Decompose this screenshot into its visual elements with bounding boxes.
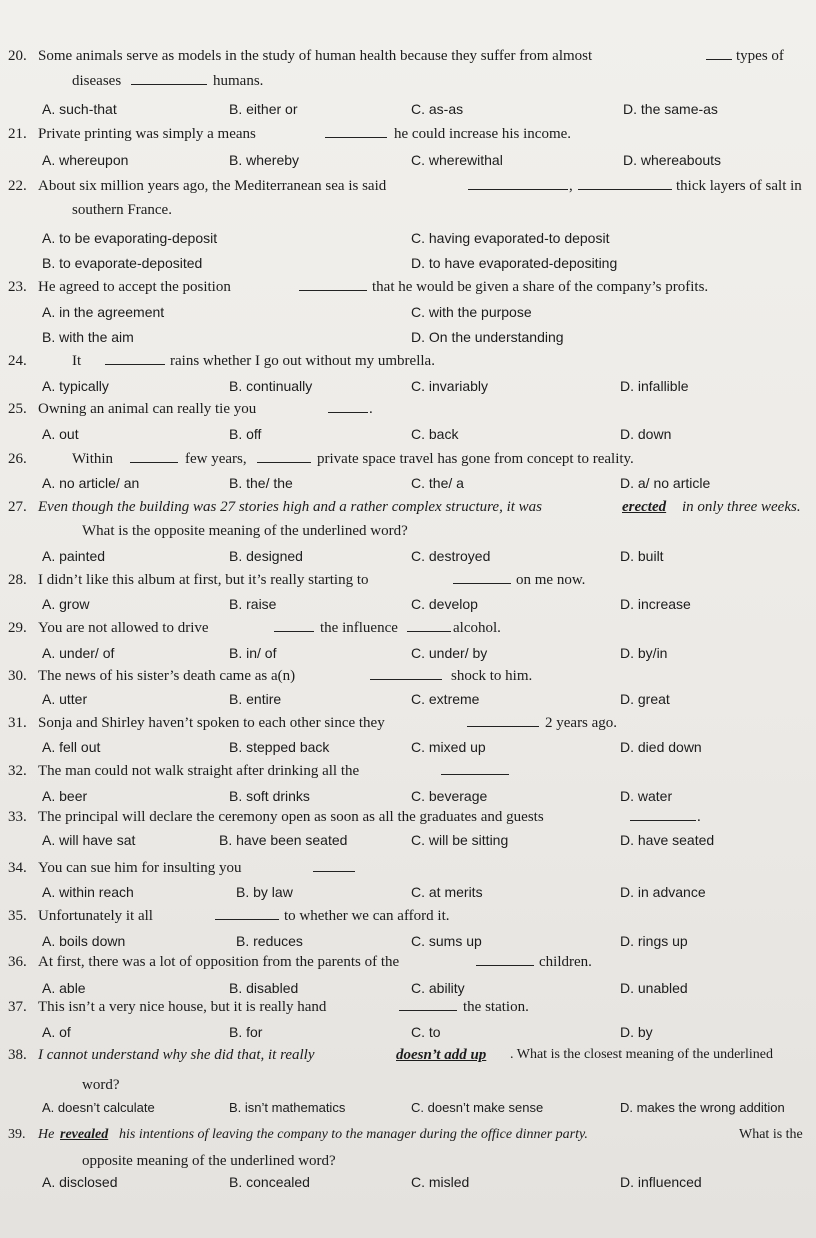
option-a[interactable]: A. able [42,980,86,996]
option-b[interactable]: B. soft drinks [229,788,310,804]
question-number: 25. [8,401,27,417]
option-a[interactable]: A. fell out [42,739,101,755]
option-b[interactable]: B. disabled [229,980,299,996]
option-d[interactable]: D. makes the wrong addition [620,1100,785,1115]
question-number: 21. [8,126,27,142]
option-a[interactable]: A. under/ of [42,645,115,661]
answer-blank[interactable] [453,569,511,584]
question-number: 26. [8,451,27,467]
option-c[interactable]: C. at merits [411,884,483,900]
option-b[interactable]: B. for [229,1024,263,1040]
options-29 [0,642,816,664]
option-b[interactable]: B. reduces [236,933,303,949]
question-28: 28. I didn’t like this album at first, but it’s really starting to on me now. [0,569,816,591]
option-b[interactable]: B. isn’t mathematics [229,1100,346,1115]
option-a[interactable]: A. such-that [42,101,117,117]
question-number: 38. [8,1047,27,1063]
underlined-phrase: doesn’t add up [396,1047,487,1063]
option-c[interactable]: C. back [411,426,459,442]
option-b[interactable]: B. in/ of [229,645,277,661]
answer-blank[interactable] [130,448,178,463]
option-d[interactable]: D. to have evaporated-depositing [411,255,618,271]
option-a[interactable]: A. typically [42,378,109,394]
question-25: 25. Owning an animal can really tie you . [0,398,816,420]
answer-blank[interactable] [328,398,368,413]
question-36: 36. At first, there was a lot of opposition from the parents of the children. [0,951,816,973]
option-d[interactable]: D. built [620,548,664,564]
options-23-row1 [0,301,816,323]
option-b[interactable]: B. have been seated [219,832,348,848]
answer-blank[interactable] [257,448,311,463]
options-22-row1 [0,227,816,249]
question-34: 34. You can sue him for insulting you [0,857,816,879]
question-number: 23. [8,279,27,295]
question-35: 35. Unfortunately it all to whether we can afford it. [0,905,816,927]
option-b[interactable]: B. the/ the [229,475,293,491]
option-a[interactable]: A. utter [42,691,88,707]
question-number: 36. [8,954,27,970]
option-a[interactable]: A. painted [42,548,106,564]
option-c[interactable]: C. doesn’t make sense [411,1100,544,1115]
option-c[interactable]: C. ability [411,980,465,996]
question-22: 22. About six million years ago, the Mediterranean sea is said , thick layers of salt in [0,175,816,197]
options-35 [0,930,816,952]
option-b[interactable]: B. to evaporate-deposited [42,255,203,271]
option-d[interactable]: D. infallible [620,378,689,394]
option-b[interactable]: B. raise [229,596,277,612]
option-a[interactable]: A. disclosed [42,1174,118,1190]
option-b[interactable]: B. either or [229,101,298,117]
answer-blank[interactable] [370,665,442,680]
option-d[interactable]: D. unabled [620,980,688,996]
option-d[interactable]: D. by [620,1024,653,1040]
option-c[interactable]: C. mixed up [411,739,486,755]
option-d[interactable]: D. influenced [620,1174,702,1190]
question-number: 30. [8,668,27,684]
question-number: 24. [8,353,27,369]
answer-blank[interactable] [407,617,451,632]
question-number: 20. [8,48,27,64]
question-number: 35. [8,908,27,924]
question-26: 26. Within few years, private space travel has gone from concept to reality. [0,448,816,470]
answer-blank[interactable] [706,45,732,60]
question-23: 23. He agreed to accept the position that he would be given a share of the company’s profits. [0,276,816,298]
option-a[interactable]: A. whereupon [42,152,129,168]
option-d[interactable]: D. down [620,426,672,442]
options-27 [0,545,816,567]
question-24: 24. It rains whether I go out without my umbrella. [0,350,816,372]
options-20 [0,98,816,120]
answer-blank[interactable] [467,712,539,727]
options-26 [0,472,816,494]
option-c[interactable]: C. as-as [411,101,464,117]
option-b[interactable]: B. by law [236,884,293,900]
question-27: 27. Even though the building was 27 stories high and a rather complex structure, it was erected in only three weeks. [0,496,816,518]
option-b[interactable]: B. concealed [229,1174,310,1190]
question-39: 39. He revealed his intentions of leaving the company to the manager during the office dinner party. What is the [0,1124,816,1146]
option-c[interactable]: C. beverage [411,788,488,804]
option-d[interactable]: D. in advance [620,884,706,900]
answer-blank[interactable] [274,617,314,632]
question-37: 37. This isn’t a very nice house, but it is really hand the station. [0,996,816,1018]
answer-blank[interactable] [630,806,696,821]
answer-blank[interactable] [215,905,279,920]
question-number: 32. [8,763,27,779]
worksheet-page: 20. Some animals serve as models in the study of human health because they suffer from almost types of diseases humans. A. such-that B. either or C. as-as D. the same-as 21. Private printing was simply a means he could increase his income. A. whereupon B. whereby C. wherewithal D. whereabouts 22. About six million years ago, the Mediterranean sea is said , thick layers of salt in southern France. A. to be evaporating-deposit C. having evaporated-to deposit B. to evaporate-deposited D. to have evaporated-depositing 23. He agreed to accept the position that he would be given a share of the company’s profits. A. in the agreement C. with the purpose B. with the aim D. On the understanding 24. It rains whether I go out without my umbrella. A. typically B. continually C. invariably D. infallible 25. Owning an animal can really tie you . A. out B. off C. back D. down 26. Within few years, private space travel has gone from concept to reality. A. no article/ an B. the/ the C. the/ a D. a/ no article 27. Even though the building was 27 stories high and a rather complex structure, it was erected in only three weeks. What is the opposite meaning of the underlined word? A. painted B. designed C. destroyed D. built 28. I didn’t like this album at first, but it’s really starting to on me now. A. grow B. raise C. develop D. increase 29. You are not allowed to drive the influence alcohol. A. under/ of B. in/ of C. under/ by D. by/in 30. The news of his sister’s death came as a(n) shock to him. A. utter B. entire C. extreme D. great 31. Sonja and Shirley haven’t spoken to each other since they 2 years ago. A. fell out B. stepped back C. mixed up D. died down 32. The man could not walk straight after drinking all the A. beer B. soft drinks C. beverage D. water 33. The principal will declare the ceremony open as soon as all the graduates and guests . A. will have sat B. have been seated C. will be sitting D. have seated 34. You can sue him for insulting you A. within reach B. by law C. at merits D. in advance 35. Unfortunately it all to whether we can afford it. A. boils down B. reduces C. sums up D. rings up 36. At first, there was a lot of opposition from the parents of the children. A. able B. disabled C. ability D. unabled 37. This isn’t a very nice house, but it is really hand the station. A. of B. for C. to D. by 38. I cannot understand why she did that, it really doesn’t add up . What is the closest meaning of the underlined word? A. doesn’t calculate B. isn’t mathematics C. doesn’t make sense D. makes the wrong addition 39. He revealed his intentions of leaving the company to the manager during the office dinner party. What is the opposite meaning of the underlined word? A. disclosed B. concealed C. misled D. influenced [0,0,816,1238]
options-38 [0,1097,816,1119]
option-a[interactable]: A. to be evaporating-deposit [42,230,218,246]
question-30: 30. The news of his sister’s death came as a(n) shock to him. [0,665,816,687]
option-d[interactable]: D. by/in [620,645,668,661]
option-b[interactable]: B. with the aim [42,329,134,345]
option-c[interactable]: C. to [411,1024,441,1040]
option-a[interactable]: A. boils down [42,933,126,949]
answer-blank[interactable] [476,951,534,966]
answer-blank[interactable] [105,350,165,365]
option-d[interactable]: D. great [620,691,670,707]
question-number: 29. [8,620,27,636]
question-number: 27. [8,499,27,515]
option-c[interactable]: C. having evaporated-to deposit [411,230,610,246]
option-a[interactable]: A. of [42,1024,71,1040]
option-d[interactable]: D. the same-as [623,101,718,117]
option-d[interactable]: D. On the understanding [411,329,564,345]
option-d[interactable]: D. a/ no article [620,475,711,491]
answer-blank[interactable] [441,760,509,775]
option-d[interactable]: D. died down [620,739,702,755]
option-b[interactable]: B. whereby [229,152,300,168]
option-a[interactable]: A. in the agreement [42,304,165,320]
answer-blank[interactable] [299,276,367,291]
option-c[interactable]: C. under/ by [411,645,488,661]
option-c[interactable]: C. develop [411,596,478,612]
options-34 [0,881,816,903]
question-number: 22. [8,178,27,194]
option-a[interactable]: A. out [42,426,79,442]
options-33 [0,829,816,851]
option-d[interactable]: D. rings up [620,933,688,949]
answer-blank[interactable] [325,123,387,138]
option-d[interactable]: D. whereabouts [623,152,722,168]
options-22-row2 [0,252,816,274]
option-c[interactable]: C. the/ a [411,475,464,491]
answer-blank[interactable] [313,857,355,872]
question-number: 39. [8,1127,26,1142]
question-38: 38. I cannot understand why she did that, it really doesn’t add up . What is the closest meaning of the underlined [0,1044,816,1066]
question-33: 33. The principal will declare the ceremony open as soon as all the graduates and guests . [0,806,816,828]
answer-blank[interactable] [578,175,672,190]
option-d[interactable]: D. increase [620,596,691,612]
option-b[interactable]: B. off [229,426,262,442]
option-c[interactable]: C. sums up [411,933,482,949]
question-number: 33. [8,809,27,825]
options-23-row2 [0,326,816,348]
options-30 [0,688,816,710]
option-c[interactable]: C. misled [411,1174,470,1190]
question-21: 21. Private printing was simply a means he could increase his income. [0,123,816,145]
option-b[interactable]: B. designed [229,548,303,564]
option-b[interactable]: B. entire [229,691,282,707]
option-b[interactable]: B. stepped back [229,739,330,755]
underlined-word: erected [622,499,667,515]
question-number: 34. [8,860,27,876]
option-a[interactable]: A. within reach [42,884,134,900]
option-c[interactable]: C. extreme [411,691,480,707]
question-20: 20. Some animals serve as models in the study of human health because they suffer from almost types of [0,45,816,67]
question-32: 32. The man could not walk straight after drinking all the [0,760,816,782]
options-31 [0,736,816,758]
question-number: 28. [8,572,27,588]
answer-blank[interactable] [131,70,207,85]
option-b[interactable]: B. continually [229,378,313,394]
option-a[interactable]: A. will have sat [42,832,136,848]
question-31: 31. Sonja and Shirley haven’t spoken to each other since they 2 years ago. [0,712,816,734]
underlined-word: revealed [60,1127,109,1142]
option-a[interactable]: A. doesn’t calculate [42,1100,155,1115]
options-25 [0,423,816,445]
options-32 [0,785,816,807]
option-d[interactable]: D. water [620,788,673,804]
answer-blank[interactable] [399,996,457,1011]
question-29: 29. You are not allowed to drive the influence alcohol. [0,617,816,639]
option-c[interactable]: C. wherewithal [411,152,503,168]
option-c[interactable]: C. invariably [411,378,489,394]
option-d[interactable]: D. have seated [620,832,715,848]
options-28 [0,593,816,615]
option-c[interactable]: C. destroyed [411,548,491,564]
option-c[interactable]: C. with the purpose [411,304,532,320]
option-a[interactable]: A. beer [42,788,88,804]
options-21 [0,149,816,171]
option-a[interactable]: A. grow [42,596,90,612]
question-number: 37. [8,999,27,1015]
options-24 [0,375,816,397]
options-37 [0,1021,816,1043]
question-number: 31. [8,715,27,731]
options-39 [0,1171,816,1193]
answer-blank[interactable] [468,175,568,190]
option-a[interactable]: A. no article/ an [42,475,140,491]
option-c[interactable]: C. will be sitting [411,832,509,848]
